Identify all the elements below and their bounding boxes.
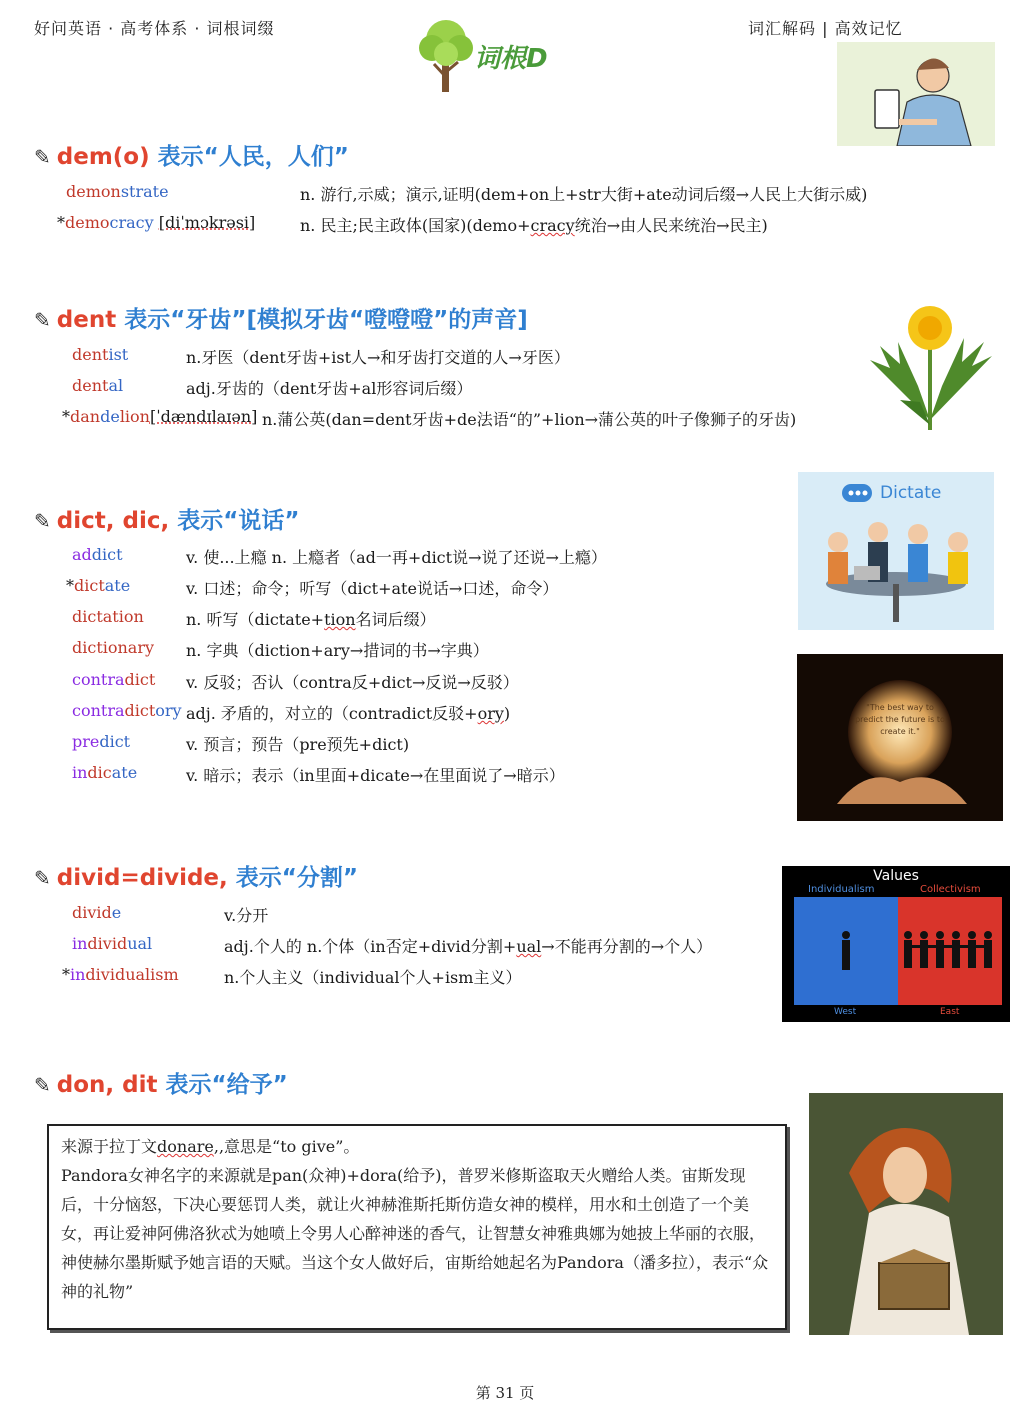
values-image	[782, 866, 1010, 1022]
section-heading-divid: ✎ divid=divide, 表示“分割”	[34, 865, 358, 891]
header-right: 词汇解码 | 高效记忆	[748, 19, 903, 38]
word-democracy: *democracy [diˈmɔkrəsi]	[57, 213, 256, 232]
word-dictionary: dictionary	[72, 638, 155, 657]
def-addict: v. 使...上瘾 n. 上瘾者（ad一再+dict说→说了还说→上瘾）	[186, 548, 607, 567]
def-individual: adj.个人的 n.个体（in否定+divid分割+ual→不能再分割的→个人）	[224, 937, 713, 956]
dictate-image	[798, 472, 994, 630]
word-indicate: indicate	[72, 763, 138, 782]
word-individual: individual	[72, 934, 153, 953]
section-heading-don: ✎ don, dit 表示“给予”	[34, 1072, 288, 1098]
def-democracy: n. 民主;民主政体(国家)(demo+cracy统治→由人民来统治→民主)	[300, 216, 768, 235]
def-predict: v. 预言；预告（pre预先+dict)	[186, 735, 410, 754]
def-dictation: n. 听写（dictate+tion名词后缀）	[186, 610, 436, 629]
word-predict: predict	[72, 732, 131, 751]
def-dandelion: n.蒲公英(dan=dent牙齿+de法语“的”+lion→蒲公英的叶子像狮子的牙齿)	[262, 410, 797, 429]
word-demonstrate: demonstrate	[66, 182, 169, 201]
def-divide: v.分开	[224, 906, 269, 925]
tree-logo-icon	[416, 16, 476, 94]
values-east-label: East	[940, 1007, 960, 1017]
values-west-label: West	[834, 1007, 857, 1017]
word-individualism: *individualism	[62, 965, 179, 984]
word-dictate: *dictate	[66, 576, 131, 595]
pencil-icon: ✎	[34, 509, 51, 533]
page-number: 第 31 页	[475, 1384, 535, 1402]
values-left-label: Individualism	[808, 884, 875, 895]
word-contradictory: contradictory	[72, 701, 182, 720]
def-contradict: v. 反驳；否认（contra反+dict→反说→反驳）	[186, 673, 519, 692]
crystal-quote: "The best way to predict the future is to create it."	[855, 703, 945, 736]
pencil-icon: ✎	[34, 308, 51, 332]
logo-text: 词根D	[474, 44, 548, 74]
word-dandelion: *dandelion[ˈdændɪlaɪən]	[62, 407, 258, 426]
pandora-story-box	[47, 1124, 787, 1330]
word-dentist: dentist	[72, 345, 129, 364]
section-heading-dent: ✎ dent 表示“牙齿”[模拟牙齿“噔噔噔”的声音]	[34, 307, 528, 333]
pencil-icon: ✎	[34, 145, 51, 169]
story-body: Pandora女神名字的来源就是pan(众神)+dora(给予)，普罗米修斯盗取天火赠给人类。宙斯发现后，十分恼怒，下决心要惩罚人类，就让火神赫淮斯托斯仿造女神的模样，用水和土创造了一个美女，再让爱神阿佛洛狄忒为她喷上令男人心醉神迷的香气，让智慧女神雅典娜为她披上华丽的衣服，神使赫尔墨斯赋予她言语的天赋。当这个女人做好后，宙斯给她起名为Pandora（潘多拉），表示“众神的礼物”	[61, 1166, 769, 1301]
teacher-illustration	[837, 42, 995, 146]
crystal-ball-image	[797, 654, 1003, 821]
dandelion-image	[860, 290, 1000, 430]
values-east-panel	[898, 897, 1002, 1005]
pandora-painting-image	[809, 1093, 1003, 1335]
pencil-icon: ✎	[34, 1073, 51, 1097]
def-indicate: v. 暗示；表示（in里面+dicate→在里面说了→暗示）	[186, 766, 565, 785]
def-dictate: v. 口述；命令；听写（dict+ate说话→口述，命令）	[186, 579, 559, 598]
def-individualism: n.个人主义（individual个人+ism主义）	[224, 968, 522, 987]
values-west-panel	[794, 897, 898, 1005]
word-divide: divide	[72, 903, 122, 922]
def-dictionary: n. 字典（diction+ary→措词的书→字典）	[186, 641, 489, 660]
values-title: Values	[873, 868, 919, 884]
word-dictation: dictation	[72, 607, 144, 626]
word-dental: dental	[72, 376, 124, 395]
word-addict: addict	[72, 545, 123, 564]
word-contradict: contradict	[72, 670, 156, 689]
def-demonstrate: n. 游行,示威；演示,证明(dem+on上+str大街+ate动词后缀→人民上大街示威)	[300, 185, 868, 204]
pencil-icon: ✎	[34, 866, 51, 890]
section-heading-demo: ✎ dem(o) 表示“人民，人们”	[34, 144, 349, 170]
story-origin-line: 来源于拉丁文donare,,意思是“to give”。	[61, 1137, 360, 1156]
header-left: 好问英语 · 高考体系 · 词根词缀	[34, 19, 275, 38]
def-dentist: n.牙医（dent牙齿+ist人→和牙齿打交道的人→牙医）	[186, 348, 570, 367]
section-heading-dict: ✎ dict, dic, 表示“说话”	[34, 508, 300, 534]
dictate-image-title: Dictate	[880, 483, 942, 503]
values-right-label: Collectivism	[920, 884, 981, 895]
def-dental: adj.牙齿的（dent牙齿+al形容词后缀）	[186, 379, 473, 398]
def-contradictory: adj. 矛盾的，对立的（contradict反驳+ory)	[186, 704, 511, 723]
